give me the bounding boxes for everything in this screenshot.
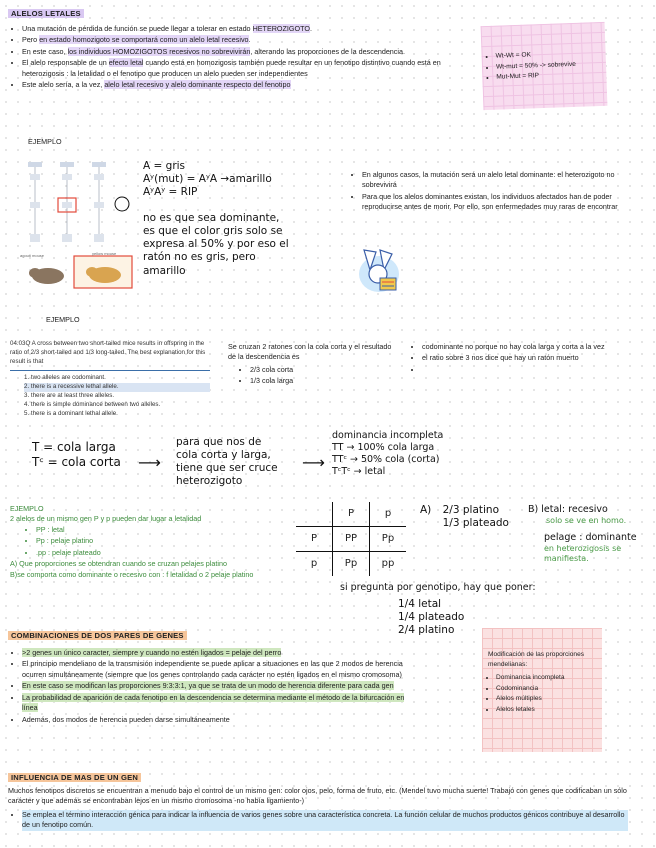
genotype-question: si pregunta por genotipo, hay que poner: [340,582,536,593]
answer-option: 3. there are at least three alleles. [24,391,115,399]
answer-option: 4. there is simple dominance between two alleles. [24,400,161,408]
sticky-note-modifications: Modificación de las proporciones mendelianas: • Dominancia incompleta • Codominancia • Alelos múltiples • Alelos letales [482,628,602,752]
arrow-icon: ⟶ [302,453,325,472]
sticky-note-genotypes [481,22,608,110]
note-item: • Mut-Mut = RIP [496,69,606,82]
mouse-genetics-figure [10,152,136,290]
section-title-combinaciones: COMBINACIONES DE DOS PARES DE GENES [8,630,187,641]
platinum-example: EJEMPLO 2 alelos de un mismo gen P y p pueden dar lugar a letalidad • PP : letal • Pp : pelaje platino • .pp : pelaje plateado A) Que proporciones se obtendran cuando se cruzan pelajes platino B)se comporta como dominante o recesivo con : f letalidad o 2 pelaje platino [10,504,290,580]
list-item: • En este caso se modifican las proporciones 9:3:3:1, ya que se trata de un modo de herencia diferente para cada gen [22,681,412,691]
genotype-ratios: 1/4 letal 1/4 plateado 2/4 platino [398,598,465,637]
list-item: • El principio mendeliano de la transmisión independiente se puede aplicar a situaciones en las que 2 modos de herencia ocurren simultáneamente (siempre que los genes controlando cada carácter no estén ligados en el mismo cromosoma) [22,659,412,680]
answer-b: B) letal: recesivo solo se ve en homo. pelage : dominante en heterozigosis se manifiesta. [528,504,637,563]
influencia-text [8,786,628,832]
example-label: EJEMPLO [46,315,80,324]
list-item: • En algunos casos, la mutación será un alelo letal dominante: el heterozigoto no sobrevivirá [362,170,620,191]
handwritten-alleles: T = cola larga Tᶜ = cola corta [32,440,121,469]
section-title-influencia: INFLUENCIA DE MAS DE UN GEN [8,772,141,783]
answer-option: 5. there is a dominant lethal allele. [24,409,118,417]
note-item: • Wt-mut = 50% -> sobrevive [496,58,606,71]
cartoon-sticker-icon [350,240,408,301]
list-item: • codominante no porque no hay cola larga y corta a la vez [422,342,608,352]
list-item: • Además, dos modos de herencia pueden darse simultáneamente [22,715,412,725]
punnett-square: P p P PP Pp p Pp pp [296,502,406,576]
note-item: • Wt-Wt = OK [495,48,605,61]
handwritten-reasoning: para que nos de cola corta y larga, tiene que ser cruce heterozigoto [176,436,278,488]
list-item: • Este alelo sería, a la vez, alelo letal recesivo y alelo dominante respecto del fenotipo [22,80,470,90]
list-item: • La probabilidad de aparición de cada fenotipo en la descendencia se determina mediante el método de la bifurcación en línea [22,693,412,714]
note-item: • Alelos múltiples [496,694,602,704]
handwritten-dominance: dominancia incompleta TT → 100% cola larga TTᶜ → 50% cola (corta) TᶜTᶜ → letal [332,430,444,477]
answer-a: A) 2/3 platino 1/3 plateado [420,504,509,530]
list-item: • En este caso, los individuos HOMOZIGOTOS recesivos no sobrevivirán, alterando las proporciones de la descendencia. [22,47,470,57]
list-item [422,365,608,375]
handwritten-key: A = gris Aʸ(mut) = AʸA →amarillo AʸAʸ = RIP [143,160,272,199]
list-item: • PP : letal [36,525,290,535]
pedigree-diagram-icon [10,152,136,290]
note-item: • Codominancia [496,684,602,694]
list-item: • El alelo responsable de un efecto letal cuando está en homozigosis también puede resultar en un fenotipo distintivo cuando está en heterozigosis : la letalidad o el fenotipo que producen un alelo pueden ser independientes [22,58,470,79]
dominant-lethal-list [348,170,620,214]
list-item: • Una mutación de pérdida de función se puede llegar a tolerar en estado HETEROZIGOTO. [22,24,470,34]
figure-caption: agouti mouse [20,253,45,258]
list-item: • Pp : pelaje platino [36,536,290,546]
cross-reasoning-list [408,342,608,376]
exam-question [10,340,210,419]
note-item: • Alelos letales [496,705,602,715]
combinaciones-list [8,648,412,726]
answer-option: 2. there is a recessive lethal allele. [24,383,210,392]
cross-explanation: Se cruzan 2 ratones con la cola corta y el resultado de la descendencia es • 2/3 cola corta • 1/3 cola larga [228,342,400,388]
question-stem: 04.03Q A cross between two short-tailed mice results in offspring in the ratio of 2/3 short-tailed and 1/3 long-tailed. The best explanation for this result is that [10,340,210,371]
example-label: EJEMPLO [28,137,62,146]
list-item: • .pp : pelaje plateado [36,548,290,558]
note-item: • Dominancia incompleta [496,673,602,683]
list-item: • 1/3 cola larga [250,376,400,386]
answer-option: 1. two alleles are codominant. [24,373,106,381]
list-item: • 2/3 cola corta [250,365,400,375]
list-item: • Se emplea el término interacción génica para indicar la influencia de varios genes sobre una característica concreta. La función celular de muchos productos génicos contribuye al desarrollo de un fenotipo común. [22,810,628,831]
figure-caption: yellow mouse [92,251,117,256]
section-title-alelos-letales: ALELOS LETALES [8,8,84,19]
list-item: • Para que los alelos dominantes existan, los individuos afectados han de poder reproducirse antes de morir. Por ello, son enfermedades muy raras de encontrar [362,192,620,213]
list-item: • Pero en estado homozigoto se comportará como un alelo letal recesivo. [22,35,470,45]
alelos-letales-list [8,24,470,92]
list-item: • >2 genes un único caracter, siempre y cuando no estén ligados = pelaje del perro [22,648,412,658]
handwritten-note: no es que sea dominante, es que el color gris solo se expresa al 50% y por eso el ratón no es gris, pero amarillo [143,212,289,277]
list-item: • el ratio sobre 3 nos dice que hay un ratón muerto [422,353,608,363]
arrow-icon: ⟶ [138,453,161,472]
paragraph: Muchos fenotipos discretos se encuentran a menudo bajo el control de un mismo gen: color ojos, pelo, forma de fruto, etc. (Mendel tuvo mucha suerte! Trabajó con genes que codificaban un sólo carácter y que además se encontraban lejos en un mismo cromosoma -no había ligamiento-) [8,786,627,806]
